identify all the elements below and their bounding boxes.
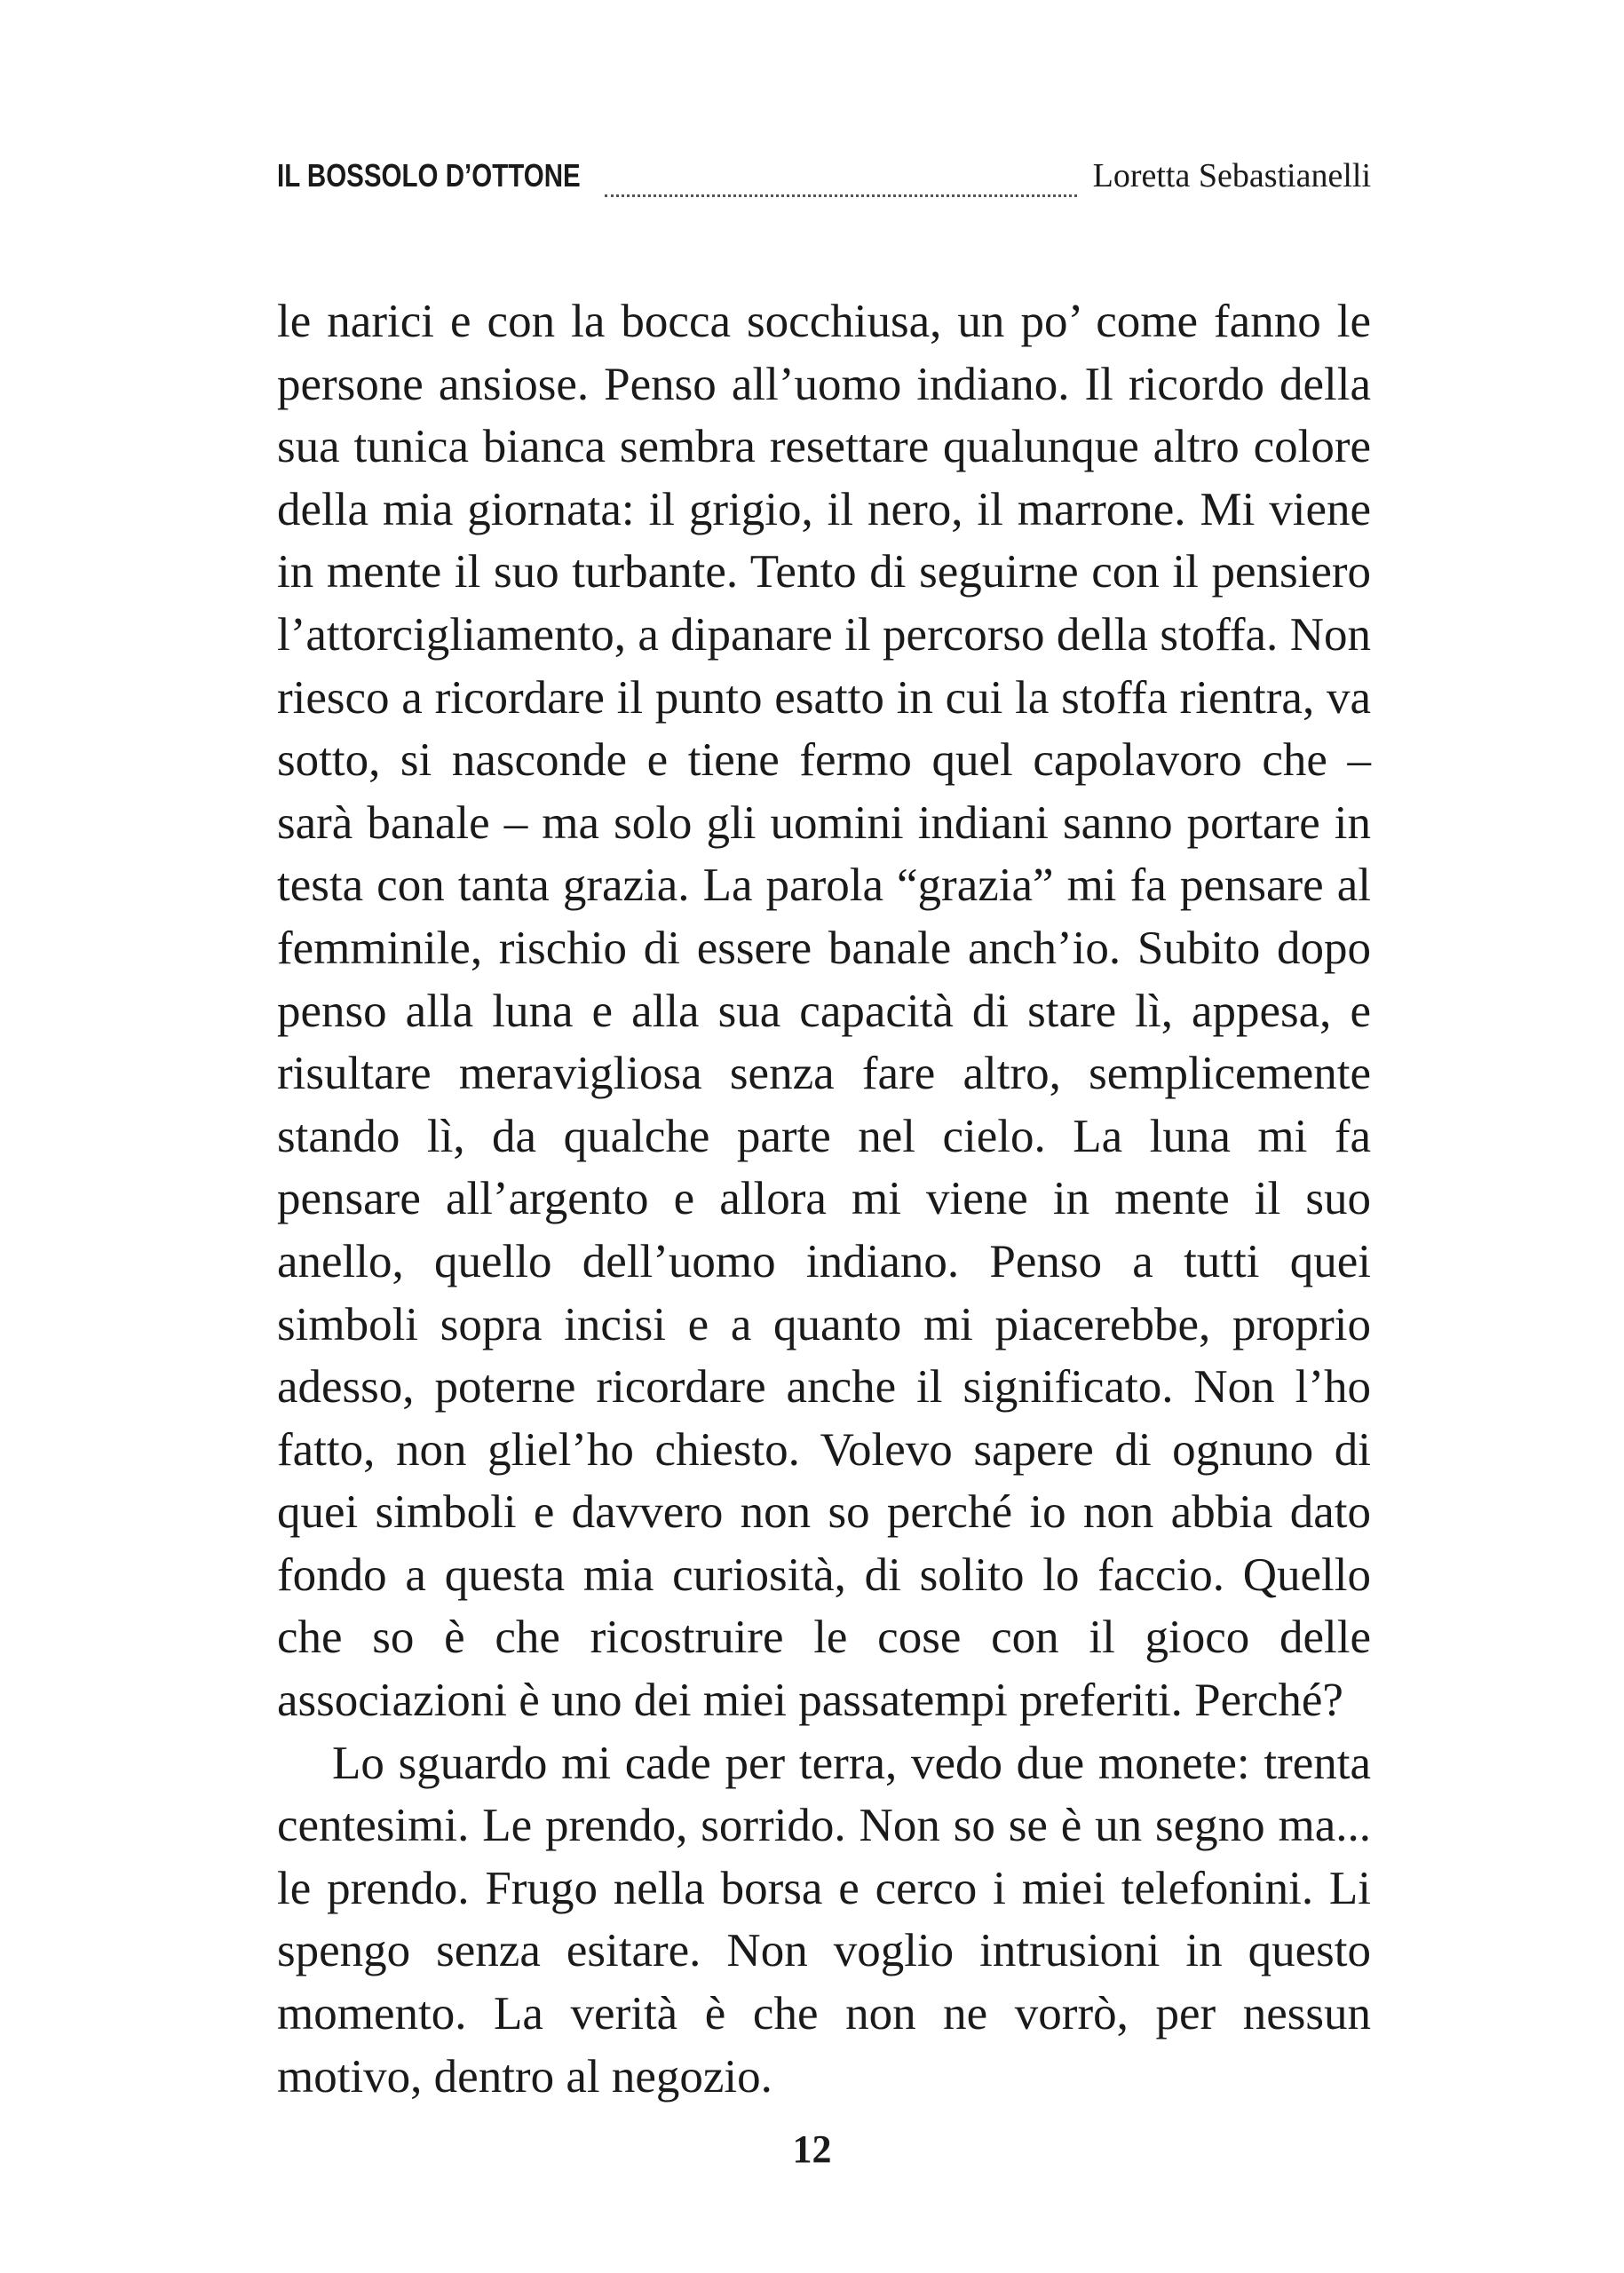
running-head-title: IL BOSSOLO D’OTTONE [277,157,581,194]
paragraph-2: Lo sguardo mi cade per terra, vedo due monete: trenta centesimi. Le prendo, sorrido. Non so se è un segno ma... le prendo. Frugo nella borsa e cerco i miei telefonini. Li spengo senza esitare. Non voglio intrusioni in questo momento. La verità è che non ne vorrò, per nessun motivo, dentro al negozio. [277,1737,1371,2103]
running-head [277,156,1371,210]
paragraph-1: le narici e con la bocca socchiusa, un po’ come fanno le persone ansiose. Penso all’uomo indiano. Il ricordo della sua tunica bianca sembra resettare qualunque altro colore della mia giornata: il grigio, il nero, il marrone. Mi viene in mente il suo turbante. Tento di seguirne con il pensiero l’attorcigliamento, a dipanare il percorso della stoffa. Non riesco a ricordare il punto esatto in cui la stoffa rientra, va sotto, si nasconde e tiene fermo quel capolavoro che – sarà banale – ma solo gli uomini indiani sanno portare in testa con tanta grazia. La parola “grazia” mi fa pensare al femminile, rischio di essere banale anch’io. Subito dopo penso alla luna e alla sua capacità di stare lì, appesa, e risultare meravigliosa senza fare altro, semplicemente stando lì, da qualche parte nel cielo. La luna mi fa pensare all’argento e allora mi viene in mente il suo anello, quello dell’uomo indiano. Penso a tutti quei simboli sopra incisi e a quanto mi piacerebbe, proprio adesso, poterne ricordare anche il significato. Non l’ho fatto, non gliel’ho chiesto. Volevo sapere di ognuno di quei simboli e davvero non so perché io non abbia dato fondo a questa mia curiosità, di solito lo faccio. Quello che so è che ricostruire le cose con il gioco delle associazioni è uno dei miei passatempi preferiti. Perché? [277,296,1371,1727]
page-number: 12 [792,2127,832,2171]
running-head-author: Loretta Sebastianelli [1092,157,1371,194]
leader-dots [605,192,1077,197]
body-text [277,290,1371,2108]
